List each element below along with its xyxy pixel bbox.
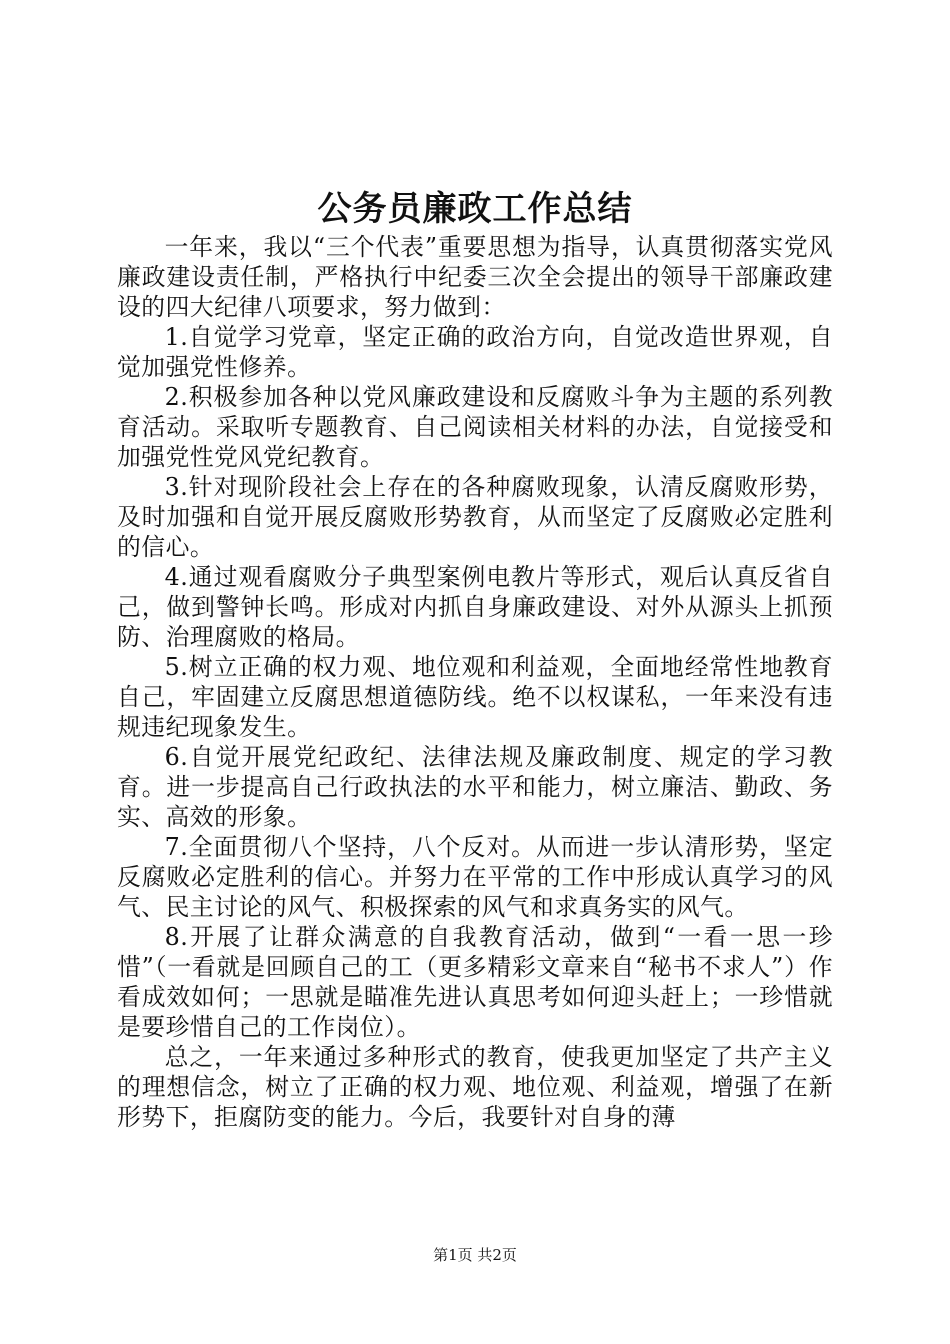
paragraph-item-5: 5.树立正确的权力观、地位观和利益观，全面地经常性地教育自己，牢固建立反腐思想道德防线。绝不以权谋私，一年来没有违规违纪现象发生。 [117,653,833,741]
document-body [117,232,833,1132]
document-title: 公务员廉政工作总结 [317,189,633,229]
paragraph-item-3: 3.针对现阶段社会上存在的各种腐败现象，认清反腐败形势，及时加强和自觉开展反腐败形势教育，从而坚定了反腐败必定胜利的信心。 [117,473,833,561]
paragraph-intro: 一年来，我以“三个代表”重要思想为指导，认真贯彻落实党风廉政建设责任制，严格执行中纪委三次全会提出的领导干部廉政建设的四大纪律八项要求，努力做到： [117,233,833,321]
paragraph-item-8: 8.开展了让群众满意的自我教育活动，做到“一看一思一珍惜”（一看就是回顾自己的工（更多精彩文章来自“秘书不求人”）作看成效如何；一思就是瞄准先进认真思考如何迎头赶上；一珍惜就是要珍惜自己的工作岗位）。 [117,923,833,1041]
paragraph-item-6: 6.自觉开展党纪政纪、法律法规及廉政制度、规定的学习教育。进一步提高自己行政执法的水平和能力，树立廉洁、勤政、务实、高效的形象。 [117,743,833,831]
paragraph-item-7: 7.全面贯彻八个坚持，八个反对。从而进一步认清形势，坚定反腐败必定胜利的信心。并努力在平常的工作中形成认真学习的风气、民主讨论的风气、积极探索的风气和求真务实的风气。 [117,833,833,921]
paragraph-item-2: 2.积极参加各种以党风廉政建设和反腐败斗争为主题的系列教育活动。采取听专题教育、自己阅读相关材料的办法，自觉接受和加强党性党风党纪教育。 [117,383,833,471]
paragraph-summary: 总之，一年来通过多种形式的教育，使我更加坚定了共产主义的理想信念，树立了正确的权力观、地位观、利益观，增强了在新形势下，拒腐防变的能力。今后，我要针对自身的薄 [117,1043,833,1131]
page-footer: 第1页 共2页 [433,1246,517,1264]
paragraph-item-1: 1.自觉学习党章，坚定正确的政治方向，自觉改造世界观，自觉加强党性修养。 [117,323,833,381]
paragraph-item-4: 4.通过观看腐败分子典型案例电教片等形式，观后认真反省自己，做到警钟长鸣。形成对内抓自身廉政建设、对外从源头上抓预防、治理腐败的格局。 [117,563,833,651]
